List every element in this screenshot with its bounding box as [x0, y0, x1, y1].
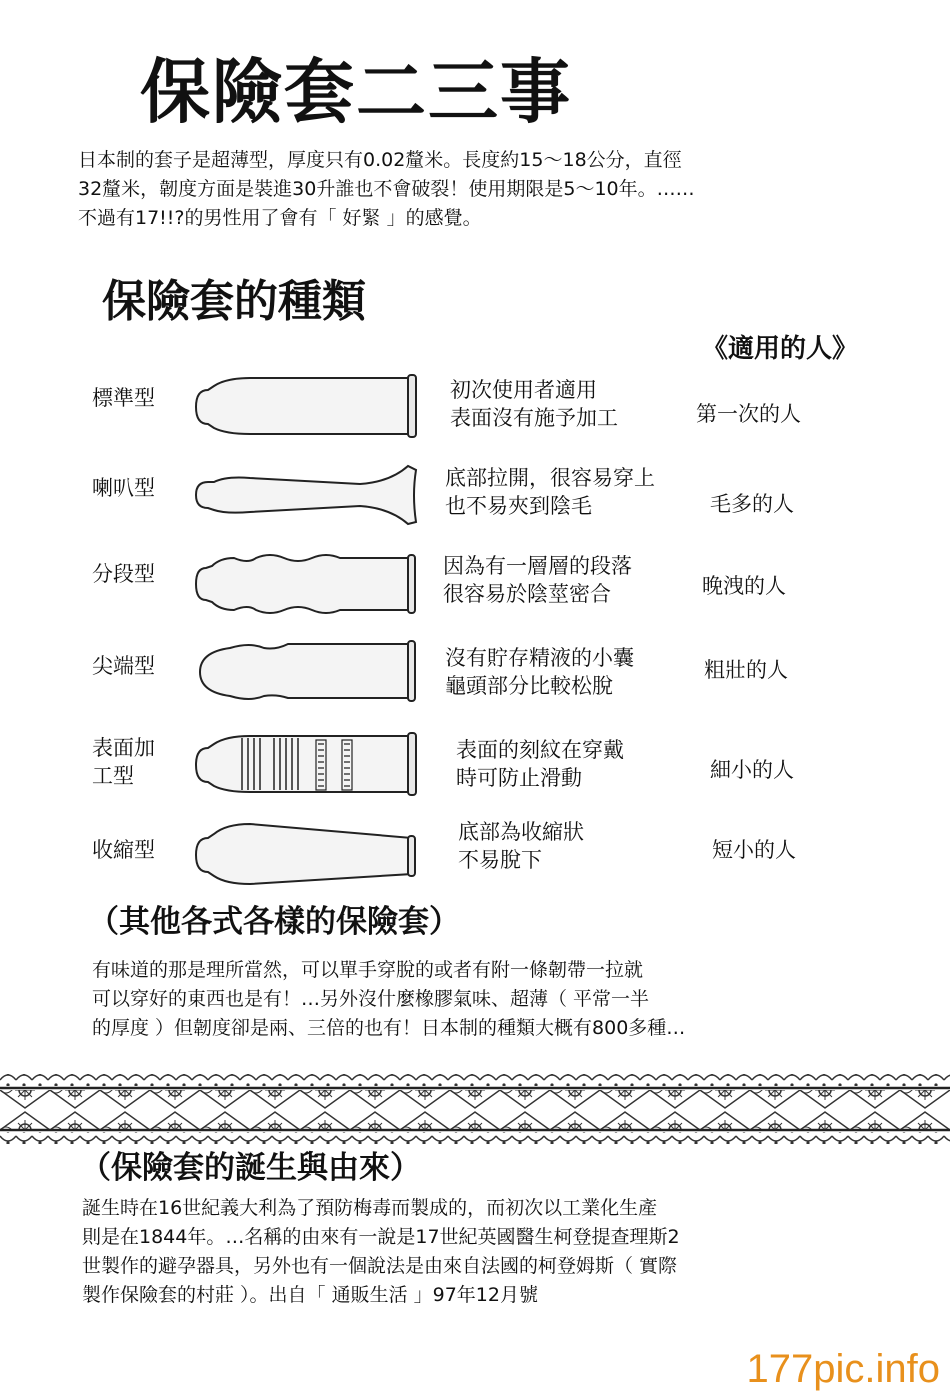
type-name: 喇叭型: [92, 476, 155, 500]
page-title: 保險套二三事: [140, 50, 572, 133]
type-name: 收縮型: [92, 838, 155, 862]
condom-type-row: [0, 460, 950, 550]
condom-type-row: [0, 548, 950, 638]
others-line: 可以穿好的東西也是有！…另外沒什麼橡膠氣味、超薄（ 平常一半: [92, 988, 650, 1010]
description-line: 很容易於陰莖密合: [443, 582, 611, 606]
description-line: 也不易夾到陰毛: [445, 494, 592, 518]
others-paragraph: [92, 956, 685, 1043]
description-line: 時可防止滑動: [456, 766, 582, 790]
description-line: 底部拉開，很容易穿上: [445, 466, 655, 490]
site-watermark: 177pic.info: [746, 1347, 940, 1391]
suitable-heading: 《適用的人》: [701, 334, 858, 364]
intro-line: 32釐米，韌度方面是裝進30升誰也不會破裂！使用期限是5～10年。……: [78, 178, 695, 200]
description-line: 不易脫下: [458, 848, 542, 872]
flared-condom-shape: [190, 460, 430, 530]
tipless-condom-shape: [190, 636, 430, 706]
type-name: 分段型: [92, 562, 155, 586]
type-description: [445, 644, 634, 700]
segmented-condom-shape: [190, 548, 430, 618]
others-line: 的厚度 ）但韌度卻是兩、三倍的也有！日本制的種類大概有800多種…: [92, 1017, 686, 1039]
origin-heading: （保險套的誕生與由來）: [80, 1150, 421, 1186]
description-line: 初次使用者適用: [450, 378, 597, 402]
description-line: 表面沒有施予加工: [450, 406, 618, 430]
suitable-for: 晚洩的人: [702, 574, 786, 598]
condom-type-row: [0, 636, 950, 726]
type-name: 表面加 工型: [92, 736, 155, 788]
type-name: 標準型: [92, 386, 155, 410]
type-description: [443, 552, 632, 608]
intro-line: 不過有17!!?的男性用了會有「 好緊 」的感覺。: [78, 207, 482, 229]
condom-type-row: [0, 818, 950, 908]
description-line: 底部為收縮狀: [458, 820, 584, 844]
type-description: [458, 818, 584, 874]
type-name: 尖端型: [92, 654, 155, 678]
origin-line: 則是在1844年。…名稱的由來有一說是17世紀英國醫生柯登提查理斯2: [82, 1226, 680, 1248]
description-line: 表面的刻紋在穿戴: [456, 738, 624, 762]
decorative-lace-border: [0, 1070, 950, 1150]
type-description: [456, 736, 624, 792]
description-line: 沒有貯存精液的小囊: [445, 646, 634, 670]
others-heading: （其他各式各樣的保險套）: [88, 904, 460, 940]
suitable-for: 毛多的人: [710, 492, 794, 516]
origin-line: 製作保險套的村莊 ）。出自「 通販生活 」97年12月號: [82, 1284, 538, 1306]
suitable-for: 細小的人: [710, 758, 794, 782]
origin-line: 誕生時在16世紀義大利為了預防梅毒而製成的，而初次以工業化生產: [82, 1197, 658, 1219]
contoured-condom-shape: [190, 818, 430, 888]
condom-type-row: [0, 372, 950, 462]
description-line: 因為有一層層的段落: [443, 554, 632, 578]
intro-paragraph: [78, 146, 695, 233]
others-line: 有味道的那是理所當然，可以單手穿脫的或者有附一條韌帶一拉就: [92, 959, 644, 981]
suitable-for: 粗壯的人: [704, 658, 788, 682]
type-description: [445, 464, 655, 520]
origin-paragraph: [82, 1194, 680, 1310]
intro-line: 日本制的套子是超薄型，厚度只有0.02釐米。長度約15～18公分，直徑: [78, 149, 682, 171]
suitable-for: 第一次的人: [696, 402, 801, 426]
condom-type-row: [0, 730, 950, 820]
description-line: 龜頭部分比較松脫: [445, 674, 613, 698]
suitable-for: 短小的人: [712, 838, 796, 862]
origin-line: 世製作的避孕器具，另外也有一個說法是由來自法國的柯登姆斯（ 實際: [82, 1255, 678, 1277]
types-heading: 保險套的種類: [102, 276, 366, 327]
textured-condom-shape: [190, 730, 430, 800]
type-description: [450, 376, 618, 432]
standard-condom-shape: [190, 372, 430, 442]
